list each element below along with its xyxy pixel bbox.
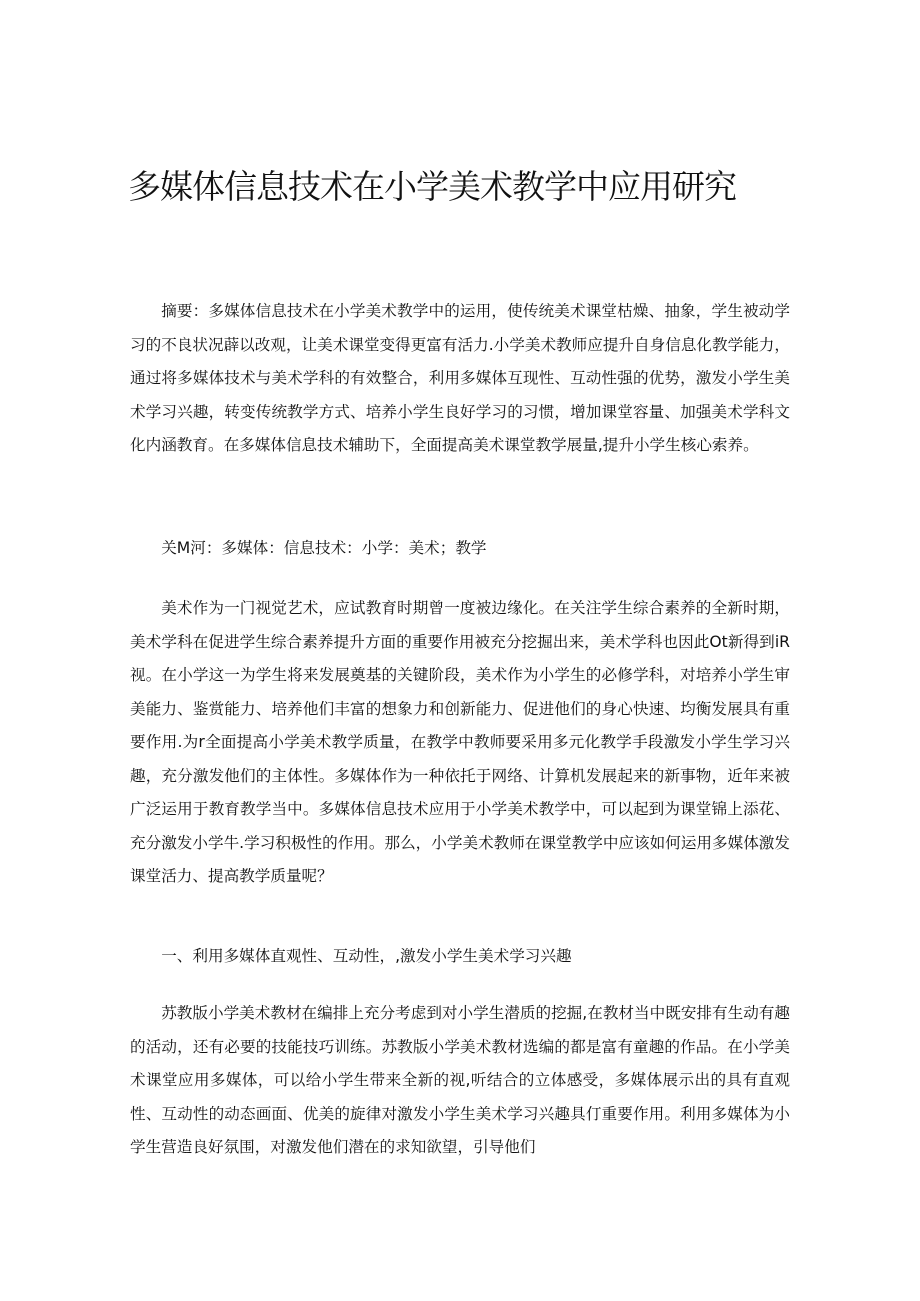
document-title: 多媒体信息技术在小学美术教学中应用研究 [128,167,736,206]
section-heading-1: 一、利用多媒体直观性、互动性，,激发小学生美术学习兴趣 [161,947,572,965]
section-1-paragraph: 苏教版小学美术教材在编排上充分考虑到对小学生潜质的挖掘,在教材当中既安排有生动有趣的活动，还有必要的技能技巧训练。苏教版小学美术教材选编的都是富有童趣的作品。在小学美术课堂应用多媒体，可以给小学生带来全新的视,听结合的立体感受，多媒体展示出的具有直观性、互动性的动态画面、优美的旋律对激发小学生美术学习兴趣具仃重要作用。利用多媒体为小学生营造良好氛围，对激发他们潜在的求知欲望，引导他们 [130,1004,790,1156]
intro-paragraph: 美术作为一门视觉艺术，应试教育时期曾一度被边缘化。在关注学生综合素养的全新时期，美术学科在促进学生综合素养提升方面的重要作用被充分挖掘出来，美术学科也因此Ot新得到iR视。在小学这一为学生将来发展奠基的关键阶段，美术作为小学生的必修学科，对培养小学生审美能力、鉴赏能力、培养他们丰富的想象力和创新能力、促进他们的身心快速、均衡发展具有重要作用.为r全面提高小学美术教学质量，在教学中教师要采用多元化教学手段激发小学生学习兴趣，充分激发他们的主体性。多媒体作为一种依托于网络、计算机发展起来的新事物，近年来被广泛运用于教育教学当中。多媒体信息技术应用于小学美术教学中，可以起到为课堂锦上添花、充分激发小学牛.学习积极性的作用。那么，小学美术教师在课堂教学中应该如何运用多媒体激发课堂活力、提高教学质量呢？ [130,599,790,885]
abstract-paragraph: 摘要：多媒体信息技术在小学美术教学中的运用，使传统美术课堂枯燥、抽象，学生被动学习的不良状况薜以改观，让美术课堂变得更富有活力.小学美术教师应提升自身信息化教学能力，通过将多媒体技术与美术学科的有效整合，利用多媒体互现性、互动性强的优势，激发小学生美术学习兴趣，转变传统教学方式、培养小学生良好学习的习惯，增加课堂容量、加强美术学科文化内涵教育。在多媒体信息技术辅助下，全面提高美术课堂教学展量,提升小学生核心索养。 [130,302,790,454]
keywords-line: 关M河：多媒体：信息技术：小学：美术；教学 [161,539,487,557]
